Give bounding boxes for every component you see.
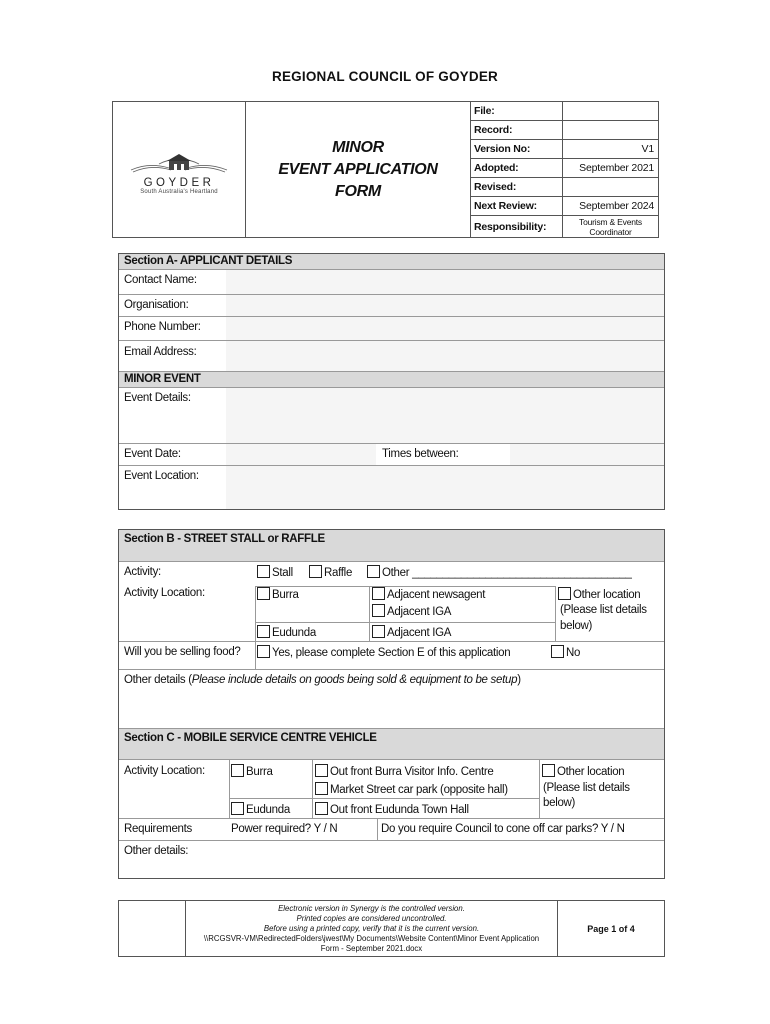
phone-label: Phone Number: — [124, 321, 201, 333]
c-burra-visitor-centre-checkbox[interactable] — [315, 764, 328, 777]
header-table — [112, 101, 659, 238]
footer-line-1: Electronic version in Synergy is the controlled version. — [278, 904, 465, 913]
activity-row — [119, 562, 664, 586]
meta-row-version — [471, 140, 658, 159]
b-other-details-italic: Please include details on goods being sold & equipment to be setup — [191, 674, 518, 686]
b-eudunda-checkbox[interactable] — [257, 625, 270, 638]
footer-notice — [186, 901, 558, 956]
form-title-line-3: FORM — [335, 182, 381, 200]
b-eudunda-iga-label: Adjacent IGA — [387, 627, 452, 639]
cone-off-car-parks[interactable]: Do you require Council to cone off car parks? Y / N — [381, 823, 625, 835]
requirements-label: Requirements — [124, 823, 192, 835]
contact-name-label: Contact Name: — [124, 274, 197, 286]
meta-row-responsibility — [471, 216, 658, 237]
raffle-checkbox[interactable] — [309, 565, 322, 578]
page-number: Page 1 of 4 — [587, 923, 635, 934]
phone-row — [119, 317, 664, 341]
meta-value: Tourism & Events Coordinator — [579, 217, 642, 237]
event-date-field[interactable] — [226, 444, 376, 465]
selling-food-label: Will you be selling food? — [124, 646, 241, 658]
other-checkbox[interactable] — [367, 565, 380, 578]
meta-value[interactable] — [563, 102, 658, 120]
food-no-option[interactable] — [551, 645, 580, 659]
meta-key: Revised: — [471, 178, 563, 196]
organisation-row — [119, 295, 664, 317]
footer-line-2: Printed copies are considered uncontrolled. — [296, 914, 447, 923]
footer-table — [118, 900, 665, 957]
c-other-location-checkbox[interactable] — [542, 764, 555, 777]
times-between-label: Times between: — [382, 448, 459, 460]
b-burra-iga-checkbox[interactable] — [372, 604, 385, 617]
meta-key: Version No: — [471, 140, 563, 158]
c-burra-label: Burra — [246, 766, 273, 778]
c-eudunda-checkbox[interactable] — [231, 802, 244, 815]
b-other-location-label: Other location — [573, 589, 641, 601]
stall-option[interactable] — [257, 565, 293, 579]
power-required[interactable]: Power required? Y / N — [231, 823, 338, 835]
other-option[interactable] — [367, 565, 632, 579]
c-eudunda-label: Eudunda — [246, 804, 290, 816]
raffle-label: Raffle — [324, 567, 353, 579]
contact-name-field[interactable] — [226, 270, 664, 294]
contact-name-row — [119, 270, 664, 295]
meta-key: File: — [471, 102, 563, 120]
logo-tagline: South Australia's Heartland — [140, 189, 218, 195]
c-burra-option[interactable] — [231, 764, 273, 778]
logo-cell — [113, 102, 246, 237]
phone-field[interactable] — [226, 317, 664, 340]
food-no-label: No — [566, 647, 581, 659]
b-other-location-checkbox[interactable] — [558, 587, 571, 600]
b-other-details-label — [124, 674, 521, 686]
event-details-field[interactable] — [226, 388, 664, 443]
footer-line-4: \\RCGSVR-VM\RedirectedFolders\jwest\My Documents\Website Content\Minor Event Application — [203, 934, 540, 943]
b-eudunda-iga-checkbox[interactable] — [372, 625, 385, 638]
b-other-location-option[interactable] — [558, 587, 640, 601]
times-between-field[interactable] — [510, 444, 664, 465]
email-row — [119, 341, 664, 372]
c-activity-location-label: Activity Location: — [124, 765, 205, 777]
b-burra-iga-option[interactable] — [372, 604, 451, 618]
form-title — [278, 137, 437, 203]
b-other-details-field[interactable] — [119, 690, 664, 728]
meta-key: Adopted: — [471, 159, 563, 177]
stall-checkbox[interactable] — [257, 565, 270, 578]
meta-value[interactable] — [563, 178, 658, 196]
meta-value[interactable] — [563, 121, 658, 139]
event-date-label: Event Date: — [124, 448, 181, 460]
c-other-location-note-1: (Please list details — [543, 782, 630, 794]
c-market-street-checkbox[interactable] — [315, 782, 328, 795]
food-no-checkbox[interactable] — [551, 645, 564, 658]
b-burra-newsagent-option[interactable] — [372, 587, 485, 601]
c-market-street-option[interactable] — [315, 782, 508, 796]
footer-line-5: Form - September 2021.docx — [320, 944, 423, 953]
c-other-details-field[interactable] — [119, 860, 664, 878]
b-activity-location-label: Activity Location: — [124, 587, 205, 599]
meta-row-file — [471, 102, 658, 121]
goyder-logo — [119, 152, 239, 195]
c-eudunda-town-hall-label: Out front Eudunda Town Hall — [330, 804, 469, 816]
document-title: REGIONAL COUNCIL OF GOYDER — [272, 69, 498, 84]
organisation-label: Organisation: — [124, 299, 189, 311]
c-burra-visitor-centre-option[interactable] — [315, 764, 493, 778]
b-burra-option[interactable] — [257, 587, 299, 601]
c-other-details-label: Other details: — [124, 845, 189, 857]
c-burra-visitor-centre-label: Out front Burra Visitor Info. Centre — [330, 766, 494, 778]
food-yes-option[interactable] — [257, 645, 510, 659]
b-burra-newsagent-checkbox[interactable] — [372, 587, 385, 600]
footer-line-3: Before using a printed copy, verify that it is the current version. — [263, 924, 480, 933]
event-details-row — [119, 388, 664, 444]
food-yes-checkbox[interactable] — [257, 645, 270, 658]
section-b-c-table — [118, 529, 665, 879]
c-eudunda-town-hall-option[interactable] — [315, 802, 469, 816]
b-burra-newsagent-label: Adjacent newsagent — [387, 589, 486, 601]
meta-row-revised — [471, 178, 658, 197]
logo-hills-icon — [129, 152, 229, 174]
email-field[interactable] — [226, 341, 664, 371]
section-b-heading: Section B - STREET STALL or RAFFLE — [119, 530, 664, 562]
meta-value: September 2024 — [579, 200, 654, 212]
b-burra-checkbox[interactable] — [257, 587, 270, 600]
event-details-label: Event Details: — [124, 392, 191, 404]
b-eudunda-iga-option[interactable] — [372, 625, 451, 639]
meta-key: Responsibility: — [471, 216, 563, 237]
b-other-location-note-1: (Please list details — [560, 604, 647, 616]
event-location-field[interactable] — [226, 466, 664, 509]
form-title-cell — [246, 102, 471, 237]
c-other-location-label: Other location — [557, 766, 625, 778]
footer-blank-cell — [119, 901, 186, 956]
b-eudunda-option[interactable] — [257, 625, 316, 639]
meta-row-record — [471, 121, 658, 140]
event-location-label: Event Location: — [124, 470, 199, 482]
c-other-location-note-2: below) — [543, 797, 576, 809]
raffle-option[interactable] — [309, 565, 352, 579]
c-other-location-option[interactable] — [542, 764, 624, 778]
logo-brand: GOYDER — [143, 177, 215, 189]
section-a-table — [118, 253, 665, 510]
form-title-line-2: EVENT APPLICATION — [278, 160, 438, 178]
b-eudunda-label: Eudunda — [272, 627, 316, 639]
minor-event-heading: MINOR EVENT — [119, 372, 664, 388]
meta-value: V1 — [641, 143, 654, 155]
meta-value: September 2021 — [579, 162, 654, 174]
section-c-heading: Section C - MOBILE SERVICE CENTRE VEHICLE — [119, 728, 664, 760]
food-yes-label: Yes, please complete Section E of this application — [272, 647, 511, 659]
activity-label: Activity: — [124, 566, 161, 578]
meta-key: Next Review: — [471, 197, 563, 215]
c-eudunda-option[interactable] — [231, 802, 290, 816]
b-burra-label: Burra — [272, 589, 299, 601]
b-burra-iga-label: Adjacent IGA — [387, 606, 452, 618]
email-label: Email Address: — [124, 346, 197, 358]
b-other-details-suffix: ) — [517, 674, 521, 686]
stall-label: Stall — [272, 567, 293, 579]
organisation-field[interactable] — [226, 295, 664, 316]
meta-row-next-review — [471, 197, 658, 216]
b-other-details-prefix: Other details ( — [124, 674, 192, 686]
form-title-line-1: MINOR — [332, 138, 384, 156]
event-date-row — [119, 444, 664, 466]
document-meta — [471, 102, 658, 237]
b-other-location-note-2: below) — [560, 620, 593, 632]
other-label: Other ____________________________________ — [382, 567, 632, 579]
c-eudunda-town-hall-checkbox[interactable] — [315, 802, 328, 815]
meta-key: Record: — [471, 121, 563, 139]
c-burra-checkbox[interactable] — [231, 764, 244, 777]
meta-row-adopted — [471, 159, 658, 178]
event-location-row — [119, 466, 664, 509]
section-a-heading: Section A- APPLICANT DETAILS — [119, 254, 664, 270]
c-market-street-label: Market Street car park (opposite hall) — [330, 784, 508, 796]
